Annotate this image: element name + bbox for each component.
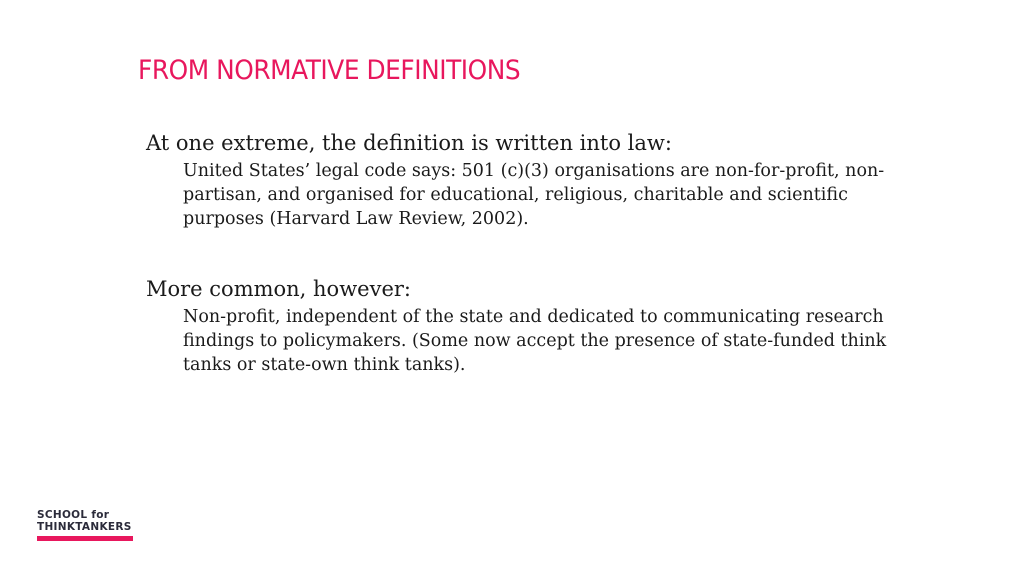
point-common-definition [146, 274, 946, 377]
point-heading: At one extreme, the definition is written into law: [146, 131, 672, 155]
logo-line-2: THINKTANKERS [37, 521, 132, 533]
point-body: Non-profit, independent of the state and dedicated to communicating research findings to policymakers. (Some now accept the presence of state-funded think tanks or state-own think tanks). [183, 307, 887, 375]
slide-content [146, 128, 946, 377]
school-for-thinktankers-logo [37, 509, 133, 541]
point-legal-definition [146, 128, 946, 231]
point-heading: More common, however: [146, 277, 412, 301]
point-body: United States’ legal code says: 501 (c)(3) organisations are non-for-profit, non-partisan, and organised for educational, religious, charitable and scientific purposes (Harvard Law Review, 2002). [183, 161, 885, 229]
logo-line-1: SCHOOL for [37, 509, 110, 521]
logo-underline-bar [37, 536, 133, 541]
slide-title: FROM NORMATIVE DEFINITIONS [138, 55, 521, 86]
